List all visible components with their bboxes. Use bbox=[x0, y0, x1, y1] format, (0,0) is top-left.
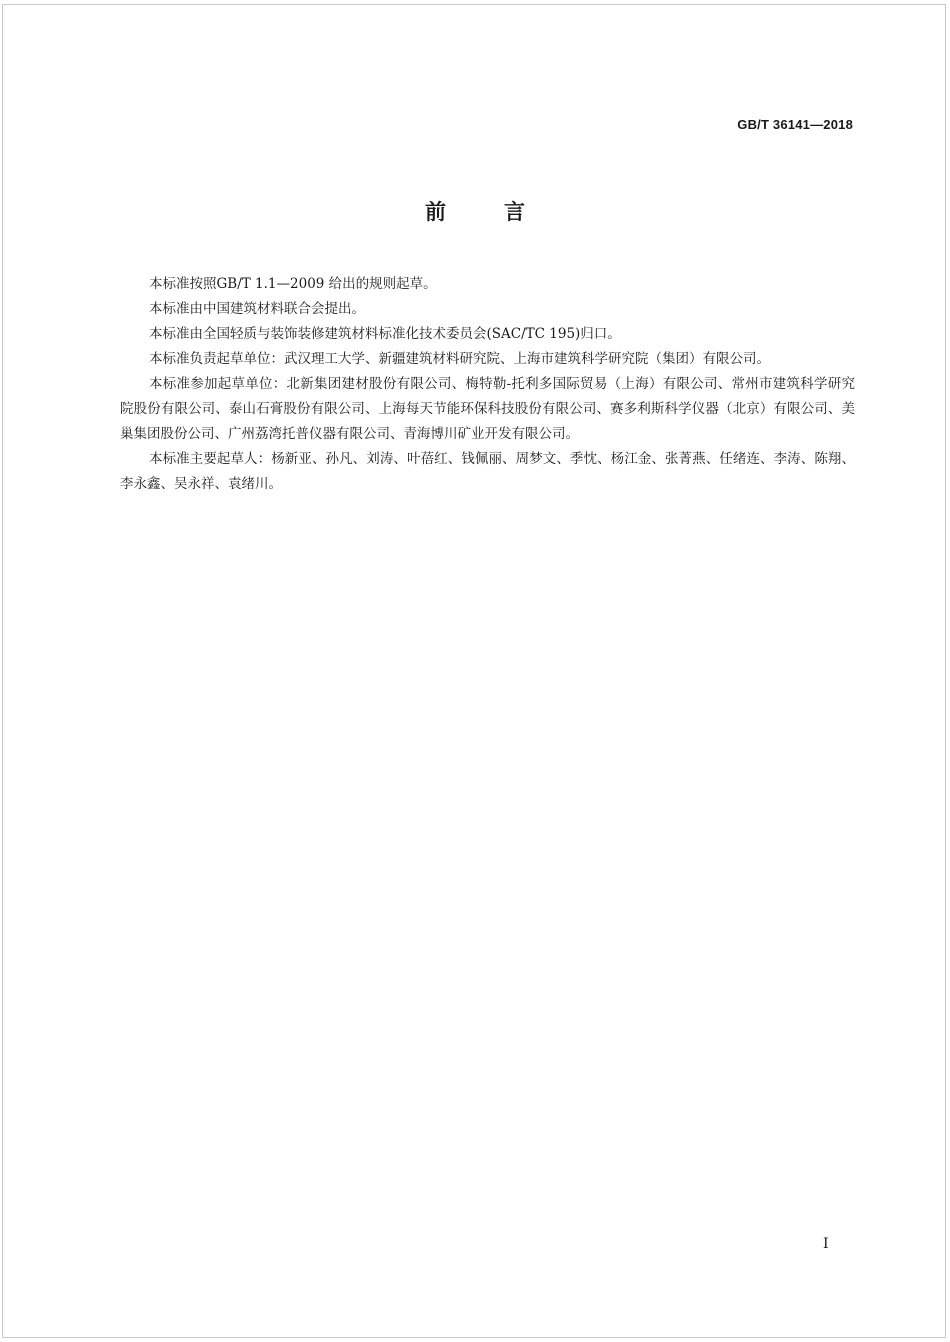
paragraph-committee: 本标准由全国轻质与装饰装修建筑材料标准化技术委员会(SAC/TC 195)归口。 bbox=[149, 326, 621, 342]
paragraph-main-drafters: 本标准主要起草人：杨新亚、孙凡、刘涛、叶蓓红、钱佩丽、周梦文、季忱、杨江金、张菁燕、任绪连、李涛、陈翔、李永鑫、吴永祥、袁绪川。 bbox=[120, 451, 855, 492]
standard-number: GB/T 36141—2018 bbox=[737, 117, 853, 132]
paragraph-drafting-rules: 本标准按照GB/T 1.1—2009 给出的规则起草。 bbox=[149, 276, 437, 292]
paragraph-proposer: 本标准由中国建筑材料联合会提出。 bbox=[149, 301, 365, 317]
foreword-body bbox=[120, 272, 855, 497]
page-number: I bbox=[823, 1236, 829, 1252]
paragraph-lead-drafters: 本标准负责起草单位：武汉理工大学、新疆建筑材料研究院、上海市建筑科学研究院（集团）有限公司。 bbox=[149, 351, 770, 367]
paragraph-participating-drafters: 本标准参加起草单位：北新集团建材股份有限公司、梅特勒-托利多国际贸易（上海）有限公司、常州市建筑科学研究院股份有限公司、泰山石膏股份有限公司、上海每天节能环保科技股份有限公司、赛多利斯科学仪器（北京）有限公司、美巢集团股份公司、广州荔湾托普仪器有限公司、青海博川矿业开发有限公司。 bbox=[120, 376, 855, 442]
page-title: 前言 bbox=[425, 200, 583, 224]
